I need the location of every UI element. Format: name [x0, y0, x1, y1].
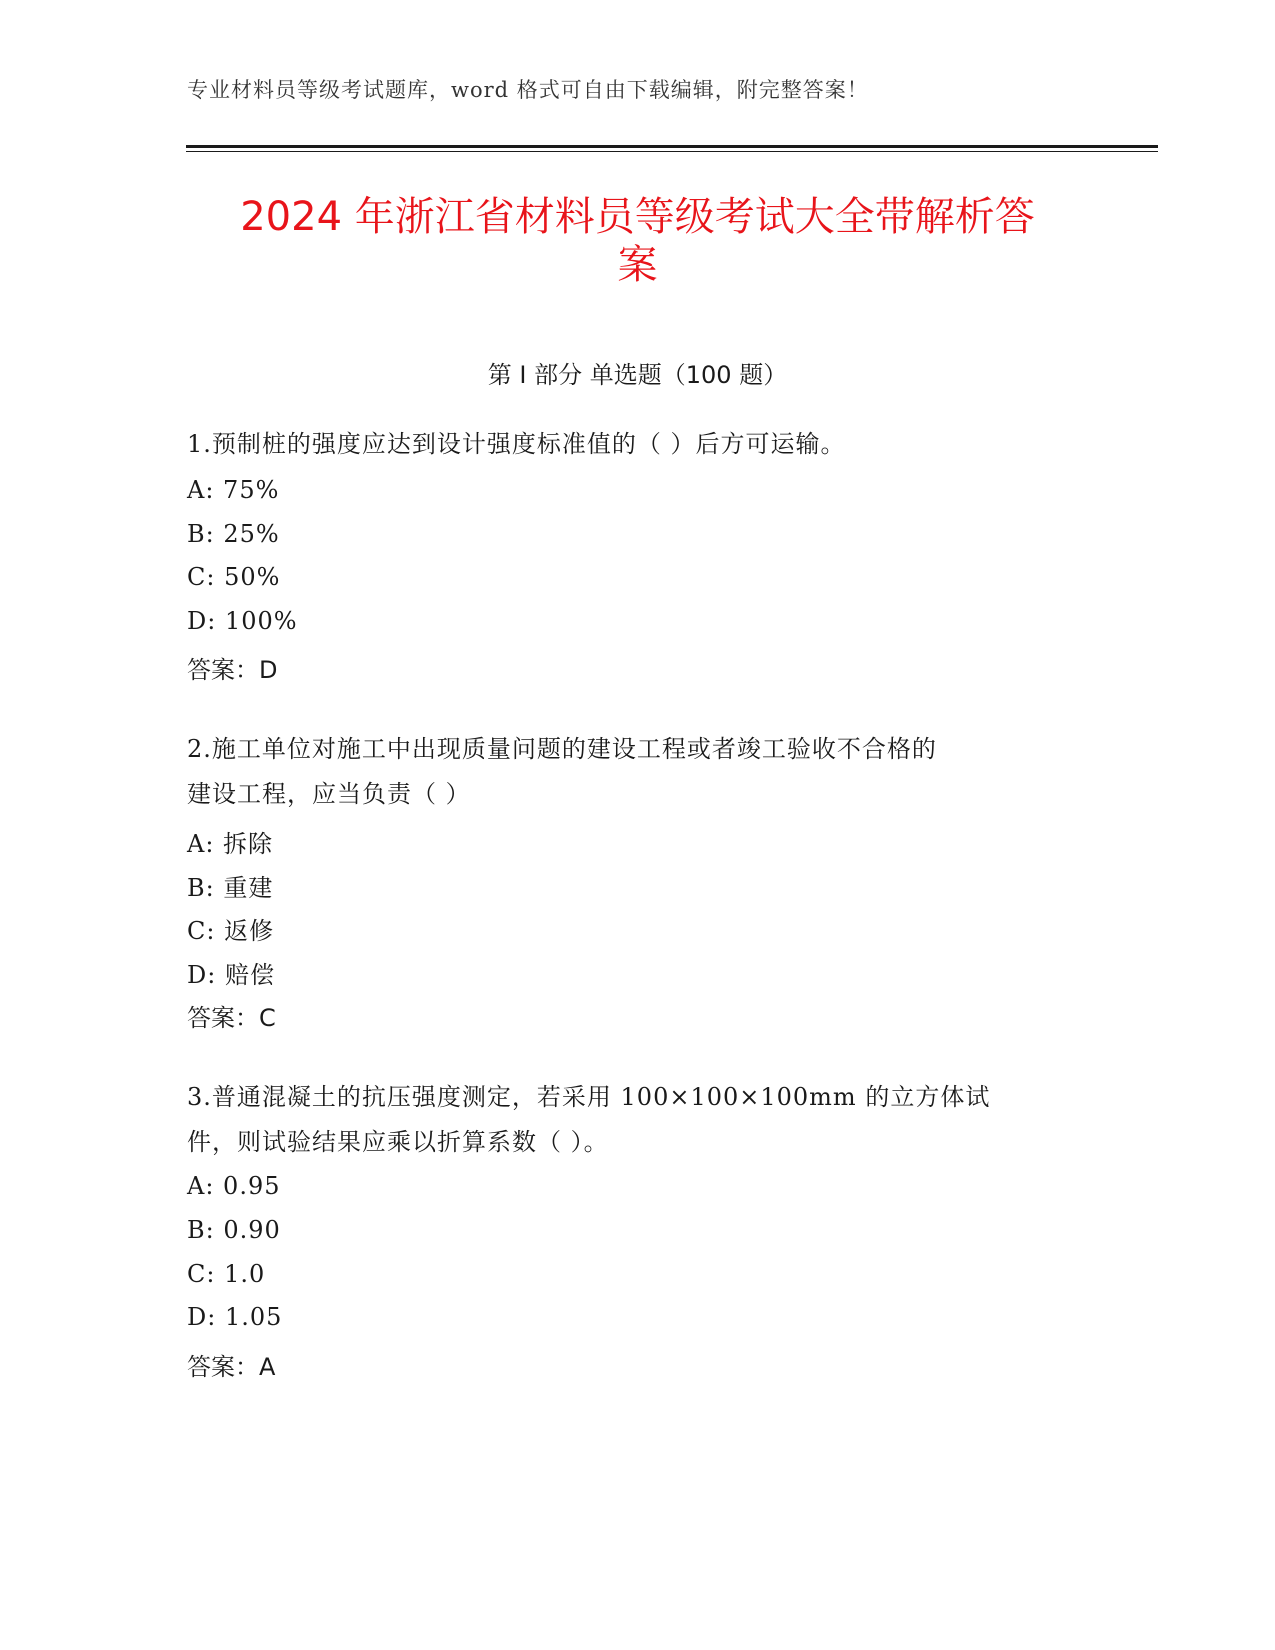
question-3-option-a: A: 0.95 [187, 1172, 281, 1200]
question-1-option-c: C: 50% [187, 563, 281, 591]
question-1-option-d: D: 100% [187, 607, 298, 635]
question-3-text-line1: 3.普通混凝土的抗压强度测定，若采用 100×100×100mm 的立方体试 [187, 1083, 991, 1111]
document-title [150, 193, 1125, 289]
question-1-answer: 答案：D [187, 656, 278, 684]
question-2-text [187, 727, 1067, 817]
question-2-option-a: A: 拆除 [187, 830, 274, 858]
question-1-option-a: A: 75% [187, 476, 280, 504]
question-3-option-c: C: 1.0 [187, 1260, 266, 1288]
question-1-option-b: B: 25% [187, 520, 280, 548]
header-note: 专业材料员等级考试题库，word 格式可自由下载编辑，附完整答案！ [187, 78, 869, 102]
document-title-line1: 2024 年浙江省材料员等级考试大全带解析答 [240, 194, 1035, 240]
question-2-option-b: B: 重建 [187, 874, 274, 902]
question-2-option-c: C: 返修 [187, 917, 275, 945]
question-3-answer: 答案：A [187, 1353, 276, 1381]
document-title-line2: 案 [617, 242, 658, 288]
question-2-text-line2: 建设工程，应当负责（ ） [187, 780, 471, 808]
question-3-text [187, 1075, 1067, 1165]
question-2-answer: 答案：C [187, 1004, 276, 1032]
question-3-option-d: D: 1.05 [187, 1303, 283, 1331]
question-1-text: 1.预制桩的强度应达到设计强度标准值的（ ）后方可运输。 [187, 430, 846, 458]
header-rule-thin [186, 151, 1158, 152]
header-rule-thick [186, 145, 1158, 148]
question-3-option-b: B: 0.90 [187, 1216, 281, 1244]
section-title: 第 I 部分 单选题（100 题） [487, 361, 788, 389]
question-3-text-line2: 件，则试验结果应乘以折算系数（ ）。 [187, 1128, 609, 1156]
question-2-text-line1: 2.施工单位对施工中出现质量问题的建设工程或者竣工验收不合格的 [187, 735, 937, 763]
question-2-option-d: D: 赔偿 [187, 961, 275, 989]
